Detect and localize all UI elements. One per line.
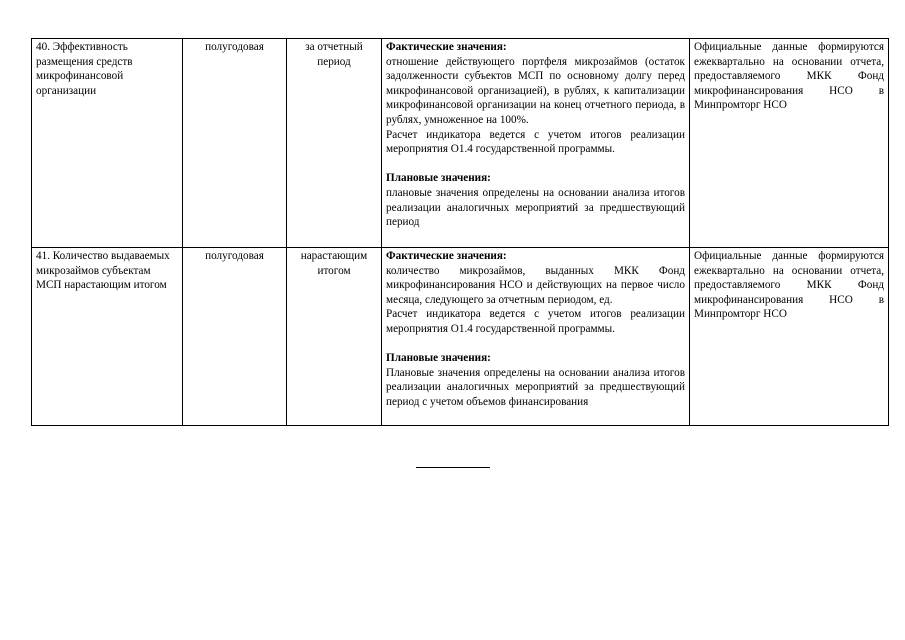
periodicity-cell: полугодовая xyxy=(183,248,287,426)
table-row xyxy=(32,248,889,426)
source-cell: Официальные данные формируются ежеквартально на основании отчета, предоставляемого МКК Фонд микрофинансирования НСО в Минпромторг НСО xyxy=(690,39,889,248)
indicators-table xyxy=(31,38,889,426)
plan-header: Плановые значения: xyxy=(386,172,491,185)
source-cell: Официальные данные формируются ежеквартально на основании отчета, предоставляемого МКК Фонд микрофинансирования НСО в Минпромторг НСО xyxy=(690,248,889,426)
end-separator-line xyxy=(416,467,490,468)
periodicity-cell: полугодовая xyxy=(183,39,287,248)
spacer xyxy=(386,337,685,352)
period-cell: нарастающим итогом xyxy=(287,248,382,426)
fact-header: Фактические значения: xyxy=(386,41,507,53)
method-cell xyxy=(382,248,690,426)
period-cell: за отчетный период xyxy=(287,39,382,248)
indicator-name-cell: 41. Количество выдаваемых микрозаймов субъектам МСП нарастающим итогом xyxy=(32,248,183,426)
fact-note: Расчет индикатора ведется с учетом итогов реализации мероприятия О1.4 государственной программы. xyxy=(386,308,685,335)
plan-header: Плановые значения: xyxy=(386,352,491,365)
fact-text: количество микрозаймов, выданных МКК Фонд микрофинансирования НСО и действующих на первое число месяца, следующего за отчетным периодом, ед. xyxy=(386,264,685,306)
plan-text: плановые значения определены на основании анализа итогов реализации аналогичных мероприятий за предшествующий период xyxy=(386,186,685,229)
indicator-name-cell: 40. Эффективность размещения средств микрофинансовой организации xyxy=(32,39,183,248)
fact-note: Расчет индикатора ведется с учетом итогов реализации мероприятия О1.4 государственной программы. xyxy=(386,128,685,156)
spacer xyxy=(386,157,685,172)
table-row xyxy=(32,39,889,248)
fact-header: Фактические значения: xyxy=(386,250,507,262)
plan-text: Плановые значения определены на основании анализа итогов реализации аналогичных мероприятий за предшествующий период с учетом объемов финансирования xyxy=(386,366,685,408)
method-cell xyxy=(382,39,690,248)
fact-text: отношение действующего портфеля микрозаймов (остаток задолженности субъектов МСП по основному долгу перед микрофинансовой организацией), в рублях, к капитализации микрофинансовой организации на конец отчетного периода, в рублях, умноженное на 100%. xyxy=(386,55,685,126)
